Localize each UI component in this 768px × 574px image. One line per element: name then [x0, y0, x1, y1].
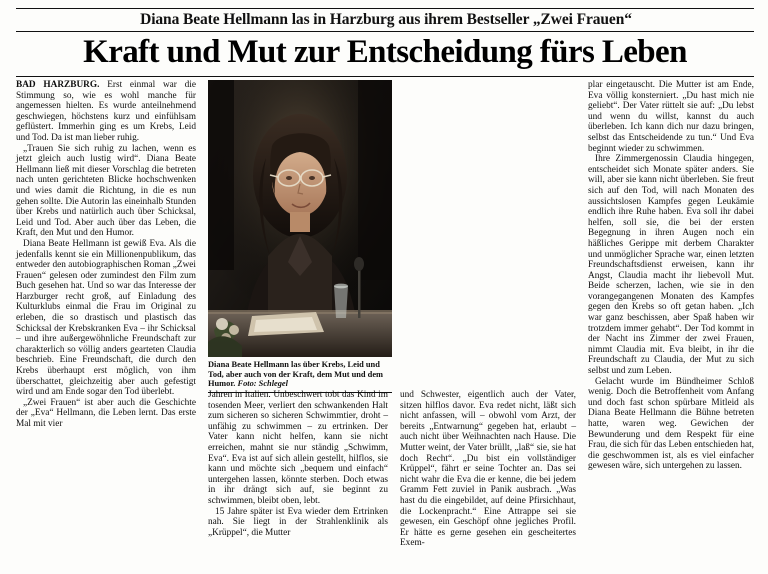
text-column-1: [16, 80, 196, 430]
paragraph: Diana Beate Hellmann ist gewiß Eva. Als die jedenfalls kennt sie ein Millionenpublikum, das entweder den autobiographischen Roman „Zwei Frauen“ gelesen oder zumindest den Film zum Buch gesehen hat. Und so war das Interesse der Harzburger recht groß, auf Einladung des Kulturklubs einmal die Frau im Original zu erleben, die so drastisch und plastisch das Schicksal der Krebskranken Eva – ihr Schicksal – und ihre außergewöhnliche Freundschaft zur charakterlich so völlig anders gearteten Claudia beschrieb. Eine Freundschaft, die durch den Krebs überhaupt erst möglich, von ihm überschattet, gleichzeitig aber auch gefestigt wird und am Ende sogar den Tod überlebt.: [16, 238, 196, 398]
kicker-divider: [16, 31, 754, 32]
paragraph: Gelacht wurde im Bündheimer Schloß wenig. Doch die Betroffenheit vom Anfang und doch fast schon spürbare Mitleid als Diana Beate Hellmann die Bühne betreten hatte, waren weg. Gewichen der Bewunderung und dem Respekt für eine Frau, die sich für das Leben entschieden hat, die geschwommen ist, als es viel einfacher gewesen wäre, sich untergehen zu lassen.: [588, 376, 754, 472]
paragraph: [16, 80, 196, 144]
text-column-4: [588, 80, 754, 472]
article-kicker: Diana Beate Hellmann las in Harzburg aus ihrem Bestseller „Zwei Frauen“: [140, 11, 632, 28]
article-photo-block: [208, 80, 392, 393]
paragraph: „Zwei Frauen“ ist aber auch die Geschichte der „Eva“ Hellmann, die Leben lernt. Das erste Mal mit vier: [16, 397, 196, 429]
photo-caption: [208, 360, 392, 389]
photo-caption-text: Diana Beate Hellmann las über Krebs, Leid und Tod, aber auch von der Kraft, dem Mut und dem Humor.: [208, 360, 384, 389]
page-title: Kraft und Mut zur Entscheidung fürs Leben: [83, 34, 687, 70]
headline-divider: [16, 76, 754, 77]
photo-credit: Foto: Schlegel: [237, 379, 288, 389]
text-column-3: [400, 390, 576, 549]
paragraph: Jahren in Italien. Unbeschwert tobt das Kind im tosenden Meer, verliert den schwankenden Halt zum sicheren so sicheren Schwimmtier, droht – unfähig zu schwimmen – zu ertrinken. Der Vater kann nicht helfen, kann sie nicht erreichen, mahnt sie nur ständig „Schwimm, Eva“. Eva ist auf sich allein gestellt, hilflos, sie kann und möchte sich „bequem und einfach“ untergehen lassen, könnte sterben. Doch etwas in ihr drängt sich auf, sie beginnt zu schwimmen, bleibt oben, lebt.: [208, 390, 388, 506]
paragraph: plar eingetauscht. Die Mutter ist am Ende, Eva völlig konsterniert. „Du hast mich nie geliebt“. Der Vater rüttelt sie auf: „Du lebst und wenn du willst, kannst du auch überleben. Ich kann dich nur dazu bringen, selbst das Entscheidende zu tun.“ Und Eva beginnt wieder zu schwimmen.: [588, 80, 754, 154]
paragraph: „Trauen Sie sich ruhig zu lachen, wenn es jetzt gleich auch lustig wird“. Diana Beate Hellmann ließ mit dieser Vorschlag die betreten nach unten gerichteten Blicke hochschwenken und wies damit die Richtung, in die es nun gehen sollte. Die Autorin las eineinhalb Stunden über Krebs und natürlich auch über Schicksal, Leid und Tod. Aber auch über das Leben, die Kraft, den Mut und den Humor.: [16, 143, 196, 239]
dateline: BAD HARZBURG.: [16, 80, 100, 90]
article-body: [16, 80, 754, 568]
top-divider: [16, 8, 754, 9]
paragraph: Ihre Zimmergenossin Claudia hingegen, entscheidet sich Monate später anders. Sie will, aber sie kann nicht überleben. Sie freut sich auf den Tod, will nach Monaten des aussichtslosen Kampfes gegen Leukämie endlich ihre Ruhe haben. Eva soll ihr dabei helfen, soll sie, die bei der ersten Begegnung in ihren Augen noch ein häßliches Gerippe mit derbem Charakter und unmöglicher Sprache war, einen letzten Freundschaftsdienst erweisen, kann ihr Angst, Claudia macht ihr liebevoll Mut. Beide scherzen, lachen, wie sie in den vorangegangenen Monaten des Kampfes gegen den Krebs so oft getan haben. „Ich war ganz beschissen, aber Spaß haben wir trotzdem immer gehabt“. Der Tod kommt in der Nacht ins Zimmer der zwei Frauen, nimmt Claudia mit. Eva bleibt, in ihr die Freundschaft zu Claudia, der Mut zu sich selbst und zum Leben.: [588, 154, 754, 377]
paragraph-text: Erst einmal war die Stimmung so, wie es wohl manche für angemessen hielten. Es wurde anteilnehmend geschwiegen, höchstens kurz und einfühlsam geflüstert. Immerhin ging es um Krebs, Leid und Tod. Da ist man lieber ruhig.: [16, 80, 197, 143]
paragraph: 15 Jahre später ist Eva wieder dem Ertrinken nah. Sie liegt in der Strahlenklinik als „Krüppel“, die Mutter: [208, 506, 388, 538]
paragraph: und Schwester, eigentlich auch der Vater, sitzen hilflos davor. Eva redet nicht, läßt sich nicht anfassen, will – obwohl vom Arzt, der bereits „Entwarnung“ gegeben hat, erlaubt – auch nicht über Weihnachten nach Hause. Die Mutter weint, der Vater brüllt, „laß“ sie, sie hat doch Recht“. „Du bist ein vollständiger Krüppel“, fährt er seine Tochter an. Das sei nicht wahr die Eva die er kenne, die bei jedem Gramm Fett zuviel in Panik ausbrach. „Was hast du die eingebildet, auf deine Pfirsichhaut, die Lockenpracht.“ Eine Attrappe sei sie gewesen, ein Geschöpf ohne jegliches Profil. Er hätte es gerne gesehen ein gescheitertes Exem-: [400, 390, 576, 549]
article-photo: [208, 80, 392, 357]
text-column-2: [208, 390, 388, 538]
